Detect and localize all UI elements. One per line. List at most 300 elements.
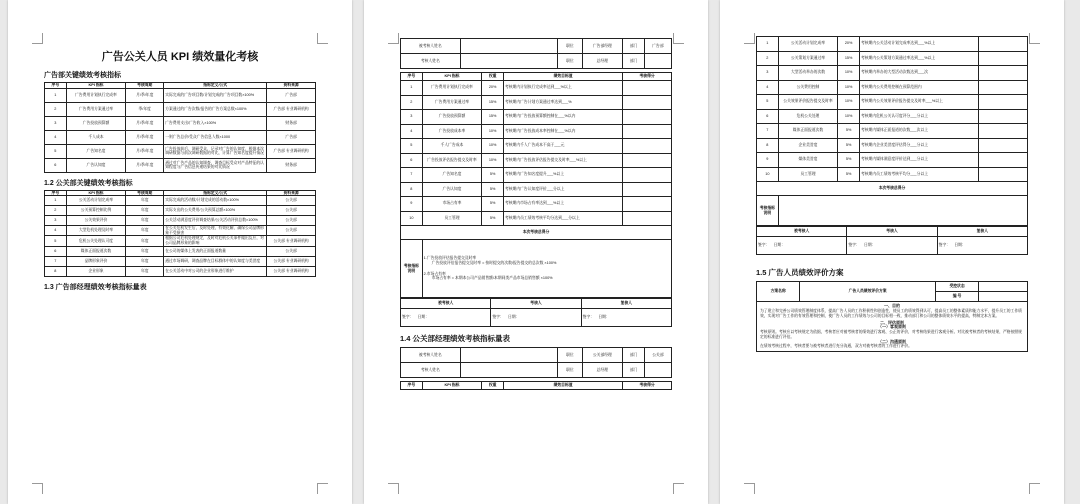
row-number: 1: [45, 88, 67, 102]
signature-field[interactable]: 签字： 日期：: [937, 237, 1027, 255]
table-row: [757, 109, 1028, 124]
kpi-cycle: 5%: [482, 182, 504, 197]
score-cell[interactable]: [979, 37, 1028, 52]
kpi-name: 大型活动举办的次数: [778, 66, 838, 81]
table-row: [45, 88, 316, 102]
table-row: [401, 110, 672, 125]
kpi-definition: 一则广告总价/受众广告信息人数×1000: [164, 130, 267, 144]
kpi-definition: 考核期内千人广告成本不高于___元: [503, 139, 622, 154]
dept-label: 部门: [623, 54, 645, 69]
crop-mark: [1029, 33, 1040, 44]
score-cell[interactable]: [623, 95, 672, 110]
dept-value: 广告部: [644, 39, 671, 54]
kpi-cycle: 10%: [838, 95, 860, 110]
kpi-definition: 考核期内媒体满意度评价达到___分以上: [859, 153, 978, 168]
row-number: 7: [401, 168, 423, 183]
part2-sub1: （一）客观原则: [878, 324, 906, 330]
row-number: 5: [757, 95, 779, 110]
kpi-definition: 根据公司危机处理规定，及时对危机公关事件做出反应，对公司品牌形象的影响: [164, 236, 267, 246]
table-row: [401, 139, 672, 154]
kpi-definition: 公关活动满意度评价调查结果/公关活动评价总数×100%: [164, 216, 267, 226]
part2-sub2: （二）沟通原则: [878, 338, 906, 344]
kpi-definition: 通过对广告产品的认知调查，调查目标受众对产品特征的认知程度与广告信息传递结果的对比情况: [164, 158, 267, 172]
row-number: 1: [45, 196, 67, 206]
kpi-cycle: 10%: [838, 80, 860, 95]
pr-manager-kpi-table: [756, 36, 1028, 226]
kpi-name: 品牌形象评价: [66, 256, 126, 266]
kpi-name: 公关活动计划完成率: [778, 37, 838, 52]
signature-examiner: 考核人: [847, 227, 937, 237]
kpi-definition: 考核期内广告投放评估报告提交及时率___%以上: [503, 153, 622, 168]
column-header: 权重: [482, 382, 504, 390]
examiner-name-value[interactable]: [460, 54, 558, 69]
column-header: 考核周期: [126, 190, 164, 196]
kpi-definition: 考核期内广告计划方案通过率达到___%: [503, 95, 622, 110]
kpi-cycle: 季/年度: [126, 102, 164, 116]
document-page-1: [8, 0, 352, 504]
kpi-definition: 在公司的媒体上发表的正面报道数量: [164, 246, 267, 256]
row-number: 6: [401, 153, 423, 168]
kpi-name: 市场占有率: [422, 197, 482, 212]
crop-mark: [744, 33, 755, 44]
column-header: 序号: [45, 83, 67, 89]
score-cell[interactable]: [979, 95, 1028, 110]
row-number: 5: [45, 144, 67, 158]
column-header: 考核周期: [126, 83, 164, 89]
table-row: [45, 246, 316, 256]
kpi-cycle: 5%: [838, 167, 860, 182]
signature-reviewer: 复核人: [581, 299, 671, 309]
plan-name-value: 广告人员绩效评价方案: [800, 282, 936, 302]
kpi-definition: 广告投放前后，调研受众，记录对广告的认知度，根据本次调研数据与前次调研数据的对比，计算广告知名度提升情况: [164, 144, 267, 158]
plan-table: [756, 281, 1028, 352]
kpi-cycle: 15%: [482, 95, 504, 110]
table-row: [401, 182, 672, 197]
table-row: [45, 130, 316, 144]
column-header: 序号: [45, 190, 67, 196]
kpi-definition: 考核期内公关效果评价报告提交及时率___%以上: [859, 95, 978, 110]
score-cell[interactable]: [979, 109, 1028, 124]
kpi-definition: 考核期内员工绩效考核平均分达到___分以上: [503, 211, 622, 226]
table-row: [45, 216, 316, 226]
kpi-definition: 在公关活动中对公司的企业形象进行维护: [164, 266, 267, 276]
kpi-definition: 考核期内公关活动计划完成率达到___%以上: [859, 37, 978, 52]
kpi-cycle: 20%: [838, 37, 860, 52]
signature-field[interactable]: 签字： 日期：: [847, 237, 937, 255]
kpi-definition: 考核期内危机公关认可度评分___分以上: [859, 109, 978, 124]
kpi-source: 公关部: [267, 226, 316, 236]
note-2-formula: 市场占有率 = 本期本公司产品销售额/本期同类产品市场总销售额 ×100%: [431, 276, 553, 281]
kpi-name: 广告费用计划执行完成率: [422, 81, 482, 96]
kpi-definition: 方案通过的广告次数/报告的广告方案总数×100%: [164, 102, 267, 116]
kpi-name: 媒体正面报道次数: [66, 246, 126, 256]
signature-field[interactable]: 签字： 日期：: [401, 309, 491, 327]
crop-mark: [317, 483, 328, 494]
kpi-cycle: 年度: [126, 266, 164, 276]
row-number: 2: [401, 95, 423, 110]
table-row: [757, 153, 1028, 168]
examinee-info-table: [400, 38, 672, 69]
column-header: 资料来源: [267, 83, 316, 89]
score-cell[interactable]: [979, 153, 1028, 168]
row-number: 4: [45, 226, 67, 236]
table-row: [401, 168, 672, 183]
control-status-value[interactable]: [979, 282, 1028, 292]
score-cell[interactable]: [979, 124, 1028, 139]
kpi-cycle: 15%: [482, 110, 504, 125]
signature-reviewer: 复核人: [937, 227, 1027, 237]
column-header: KPI 指标: [66, 190, 126, 196]
position-label: 职位: [558, 39, 582, 54]
table-row: [757, 51, 1028, 66]
row-number: 3: [401, 110, 423, 125]
score-cell[interactable]: [979, 66, 1028, 81]
examinee-name-label: 被考核人姓名: [401, 348, 461, 363]
table-row: [45, 102, 316, 116]
kpi-source: 公关部 专业调研机构: [267, 256, 316, 266]
row-number: 6: [45, 158, 67, 172]
score-cell[interactable]: [979, 138, 1028, 153]
kpi-name: 广告认知度: [66, 158, 126, 172]
row-number: 9: [757, 153, 779, 168]
score-cell[interactable]: [623, 81, 672, 96]
row-number: 10: [757, 167, 779, 182]
dept-value[interactable]: [644, 54, 671, 69]
kpi-name: 广告投放评估报告提交及时率: [422, 153, 482, 168]
examiner-name-label: 考核人姓名: [401, 363, 461, 378]
kpi-name: 公关效果评价报告提交及时率: [778, 95, 838, 110]
notes-content: [422, 240, 671, 298]
table-row: [401, 81, 672, 96]
table-row: [401, 211, 672, 226]
column-header: 绩效目标值: [503, 73, 622, 81]
examiner-name-value[interactable]: [460, 363, 558, 378]
position-value: 广告部经理: [582, 39, 623, 54]
section-heading: 1.2 公关部关键绩效考核指标: [44, 179, 133, 187]
table-row: [45, 144, 316, 158]
section-heading: 1.3 广告部经理绩效考核指标量表: [44, 283, 147, 291]
table-row: [757, 66, 1028, 81]
signature-examiner: 考核人: [491, 299, 581, 309]
score-cell[interactable]: [623, 197, 672, 212]
kpi-name: 危机公关处理: [778, 109, 838, 124]
part1-text: 为了建立和完善公司绩效管理制度体系，提高广告人员的工作积极性和创造性，使员工的绩效得到认可，提高员工的整体素质和能力水平，提升员工的工作绩效，实现对广告工作的有效管理和控制，使广告人员的工作绩效与公司的目标相一致，推动部门和公司的整体绩效水平的提高，特制定本方案。: [760, 308, 1022, 318]
column-header: 考核得分: [623, 382, 672, 390]
table-row: [45, 226, 316, 236]
position-label: 职位: [558, 54, 582, 69]
examinee-name-value[interactable]: [460, 39, 558, 54]
pr-manager-info-table: [400, 347, 672, 378]
row-number: 1: [401, 81, 423, 96]
kpi-cycle: 年度: [126, 196, 164, 206]
kpi-name: 企业美誉度: [778, 138, 838, 153]
note-2: 2.市场占有率: [423, 271, 446, 276]
score-cell[interactable]: [623, 139, 672, 154]
kpi-name: 广告认知度: [422, 182, 482, 197]
kpi-cycle: 15%: [838, 51, 860, 66]
note-1: 1.广告投放评估报告提交及时率: [423, 256, 477, 261]
dept-label: 部门: [623, 39, 645, 54]
part2-text2: 在绩效考核过程中，考核者要与被考核者进行充分沟通，双方对被考核者的工作进行评价。: [760, 344, 912, 349]
row-number: 1: [757, 37, 779, 52]
row-number: 3: [45, 116, 67, 130]
advertising-kpi-table: [44, 82, 316, 173]
column-header: KPI 指标: [422, 73, 482, 81]
examinee-name-value[interactable]: [460, 348, 558, 363]
kpi-source: 财务部: [267, 158, 316, 172]
dept-label: 部门: [623, 348, 645, 363]
kpi-name: 广告知名度: [422, 168, 482, 183]
row-number: 8: [45, 266, 67, 276]
kpi-source: 公关部 专业调研机构: [267, 266, 316, 276]
part2-text: 考核原则。考核应以考核规定为依据，考核者应对被考核者的绩效进行客观、公正的评价，对考核结果进行客观分析。对比被考核者的考核结果，严格按照规定的标准进行评估。: [760, 329, 1022, 339]
table-row: [757, 124, 1028, 139]
row-number: 6: [45, 246, 67, 256]
kpi-source: 财务部: [267, 116, 316, 130]
row-number: 6: [757, 109, 779, 124]
table-row: [401, 95, 672, 110]
part2-title: 二、评估原则: [880, 319, 904, 325]
crop-mark: [744, 483, 755, 494]
score-cell[interactable]: [979, 167, 1028, 182]
kpi-name: 千人广告成本: [422, 139, 482, 154]
row-number: 2: [757, 51, 779, 66]
pr-manager-kpi-header: [400, 381, 672, 390]
score-cell[interactable]: [623, 168, 672, 183]
score-cell[interactable]: [623, 211, 672, 226]
crop-mark: [32, 33, 43, 44]
kpi-name: 公关策划方案通过率: [778, 51, 838, 66]
kpi-cycle: 10%: [838, 66, 860, 81]
part1-title: 一、目的: [884, 303, 900, 308]
table-row: [45, 116, 316, 130]
kpi-definition: 实际完成的活动数/计划完成的活动数×100%: [164, 196, 267, 206]
row-number: 10: [401, 211, 423, 226]
kpi-name: 广告费用方案通过率: [422, 95, 482, 110]
row-number: 5: [45, 236, 67, 246]
pr-kpi-table: [44, 190, 316, 277]
section-heading: 1.5 广告人员绩效评价方案: [756, 268, 844, 277]
column-header: 考核得分: [623, 73, 672, 81]
table-row: [45, 236, 316, 246]
notes-content[interactable]: [778, 196, 1027, 226]
kpi-source: 公关部: [267, 206, 316, 216]
number-value[interactable]: [979, 292, 1028, 302]
notes-label: 考核指标说明: [757, 196, 779, 226]
row-number: 7: [45, 256, 67, 266]
kpi-cycle: 年度: [126, 246, 164, 256]
table-row: [401, 197, 672, 212]
table-row: [757, 95, 1028, 110]
row-number: 5: [401, 139, 423, 154]
notes-label: 考核指标说明: [401, 240, 423, 298]
position-value: 总经理: [582, 363, 623, 378]
plan-name-label: 方案名称: [757, 282, 800, 302]
table-row: [757, 80, 1028, 95]
kpi-name: 广告知名度: [66, 144, 126, 158]
kpi-name: 员工管理: [778, 167, 838, 182]
kpi-name: 员工管理: [422, 211, 482, 226]
kpi-source: 广告部: [267, 130, 316, 144]
examiner-name-label: 考核人姓名: [401, 54, 461, 69]
section-heading: 广告部关键绩效考核指标: [44, 72, 121, 79]
signature-field[interactable]: 签字： 日期：: [491, 309, 581, 327]
kpi-definition: 考核期内公关费用控制在预算范围内: [859, 80, 978, 95]
table-row: [45, 256, 316, 266]
kpi-definition: 广告费用支出/广告收入×100%: [164, 116, 267, 130]
score-cell[interactable]: [623, 124, 672, 139]
kpi-cycle: 年度: [126, 226, 164, 236]
kpi-name: 公关活动计划完成率: [66, 196, 126, 206]
row-number: 3: [757, 66, 779, 81]
table-row: [45, 196, 316, 206]
signature-examinee: 被考核人: [401, 299, 491, 309]
kpi-definition: 在公关危机发生后，及时处理，有效化解，确保公司品牌形象不受损害: [164, 226, 267, 236]
table-row: [45, 266, 316, 276]
kpi-name: 广告投放成本率: [422, 124, 482, 139]
signature-table: [400, 298, 672, 327]
note-1-formula: 广告投放评估报告提交及时率 = 按时提交的次数/报告提交的总次数 ×100%: [431, 260, 557, 265]
kpi-name: 公关效果评价: [66, 216, 126, 226]
kpi-source: 广告部 专业调研机构: [267, 144, 316, 158]
dept-value: 公关部: [644, 348, 671, 363]
kpi-cycle: 月/季/年度: [126, 116, 164, 130]
kpi-definition: 考核期内举办的大型活动次数达到___次: [859, 66, 978, 81]
kpi-name: 广告费用计划执行完成率: [66, 88, 126, 102]
kpi-cycle: 年度: [126, 236, 164, 246]
row-number: 4: [401, 124, 423, 139]
kpi-cycle: 月/季/年度: [126, 130, 164, 144]
table-row: [757, 138, 1028, 153]
kpi-cycle: 年度: [126, 206, 164, 216]
kpi-source: 公关部: [267, 196, 316, 206]
row-number: 8: [757, 138, 779, 153]
column-header: KPI 指标: [66, 83, 126, 89]
table-row: [45, 158, 316, 172]
kpi-name: 广告投放预算额: [422, 110, 482, 125]
kpi-definition: 实际支出的公关费用/公关预算总额×100%: [164, 206, 267, 216]
document-title: 广告公关人员 KPI 绩效量化考核: [101, 51, 259, 63]
kpi-cycle: 5%: [482, 168, 504, 183]
column-header: 序号: [401, 382, 423, 390]
kpi-source: 广告部: [267, 88, 316, 102]
plan-body: [757, 302, 1028, 352]
column-header: 序号: [401, 73, 423, 81]
table-row: [45, 206, 316, 216]
table-row: [401, 124, 672, 139]
kpi-cycle: 5%: [482, 197, 504, 212]
document-page-2: [364, 0, 708, 504]
kpi-definition: 考核期内市场占有率达到___%以上: [503, 197, 622, 212]
kpi-cycle: 10%: [482, 124, 504, 139]
crop-mark: [673, 483, 684, 494]
ad-manager-kpi-table: [400, 72, 672, 298]
column-header: 指标定义/公式: [164, 190, 267, 196]
signature-field[interactable]: 签字： 日期：: [757, 237, 847, 255]
score-cell[interactable]: [623, 182, 672, 197]
kpi-cycle: 10%: [482, 153, 504, 168]
dept-label: 部门: [623, 363, 645, 378]
row-number: 2: [45, 206, 67, 216]
control-status-label: 受控状态: [935, 282, 978, 292]
kpi-cycle: 5%: [838, 124, 860, 139]
kpi-definition: 考核期内公关策划方案通过率达到___%以上: [859, 51, 978, 66]
crop-mark: [388, 33, 399, 44]
kpi-source: 公关部: [267, 246, 316, 256]
kpi-name: 媒体美誉度: [778, 153, 838, 168]
crop-mark: [388, 483, 399, 494]
kpi-source: 广告部 专业调研机构: [267, 102, 316, 116]
kpi-name: 广告投放预算额: [66, 116, 126, 130]
signature-field[interactable]: 签字： 日期：: [581, 309, 671, 327]
dept-value[interactable]: [644, 363, 671, 378]
kpi-definition: 考核期内广告投放成本率控制在___%以内: [503, 124, 622, 139]
kpi-definition: 考核期内计划执行完成率达到___%以上: [503, 81, 622, 96]
kpi-definition: 考核期内企业美誉度评估得分___分以上: [859, 138, 978, 153]
kpi-name: 企业形象: [66, 266, 126, 276]
kpi-definition: 考核期内员工绩效考核平均分___分以上: [859, 167, 978, 182]
kpi-name: 危机公关处理认可度: [66, 236, 126, 246]
kpi-name: 广告费用方案通过率: [66, 102, 126, 116]
kpi-name: 媒体正面报道次数: [778, 124, 838, 139]
kpi-cycle: 5%: [838, 153, 860, 168]
kpi-definition: 通过市场调研，调查品牌在目标群体中的认知度与美誉度: [164, 256, 267, 266]
kpi-name: 公关费用控制: [778, 80, 838, 95]
kpi-cycle: 月/季/年度: [126, 158, 164, 172]
score-cell[interactable]: [979, 51, 1028, 66]
number-label: 编 号: [935, 292, 978, 302]
position-value: 公关部经理: [582, 348, 623, 363]
crop-mark: [673, 33, 684, 44]
score-cell[interactable]: [979, 80, 1028, 95]
crop-mark: [32, 483, 43, 494]
kpi-source: 公关部: [267, 216, 316, 226]
examinee-name-label: 被考核人姓名: [401, 39, 461, 54]
row-number: 4: [757, 80, 779, 95]
kpi-name: 千人成本: [66, 130, 126, 144]
table-row: [757, 37, 1028, 52]
score-cell[interactable]: [623, 110, 672, 125]
total-score-label: 本次考核总得分: [757, 182, 1028, 196]
row-number: 4: [45, 130, 67, 144]
crop-mark: [1029, 483, 1040, 494]
kpi-name: 大型危机处理及时率: [66, 226, 126, 236]
section-heading: 1.4 公关部经理绩效考核指标量表: [400, 334, 511, 343]
kpi-cycle: 10%: [838, 109, 860, 124]
position-label: 职位: [558, 363, 582, 378]
signature-examinee: 被考核人: [757, 227, 847, 237]
kpi-name: 公关预算控制比例: [66, 206, 126, 216]
kpi-cycle: 年度: [126, 256, 164, 266]
table-row: [757, 167, 1028, 182]
column-header: 权重: [482, 73, 504, 81]
kpi-definition: 实际完成的广告项目数/计划完成的广告项目数×100%: [164, 88, 267, 102]
row-number: 8: [401, 182, 423, 197]
score-cell[interactable]: [623, 153, 672, 168]
kpi-definition: 考核期内广告知名度提升___%以上: [503, 168, 622, 183]
table-row: [401, 153, 672, 168]
position-value: 总经理: [582, 54, 623, 69]
row-number: 7: [757, 124, 779, 139]
kpi-definition: 考核期内广告认知度评价___分以上: [503, 182, 622, 197]
kpi-source: 公关部 专业调研机构: [267, 236, 316, 246]
kpi-cycle: 5%: [482, 211, 504, 226]
kpi-cycle: 月/季/年度: [126, 88, 164, 102]
column-header: KPI 指标: [422, 382, 482, 390]
column-header: 资料来源: [267, 190, 316, 196]
row-number: 9: [401, 197, 423, 212]
row-number: 2: [45, 102, 67, 116]
